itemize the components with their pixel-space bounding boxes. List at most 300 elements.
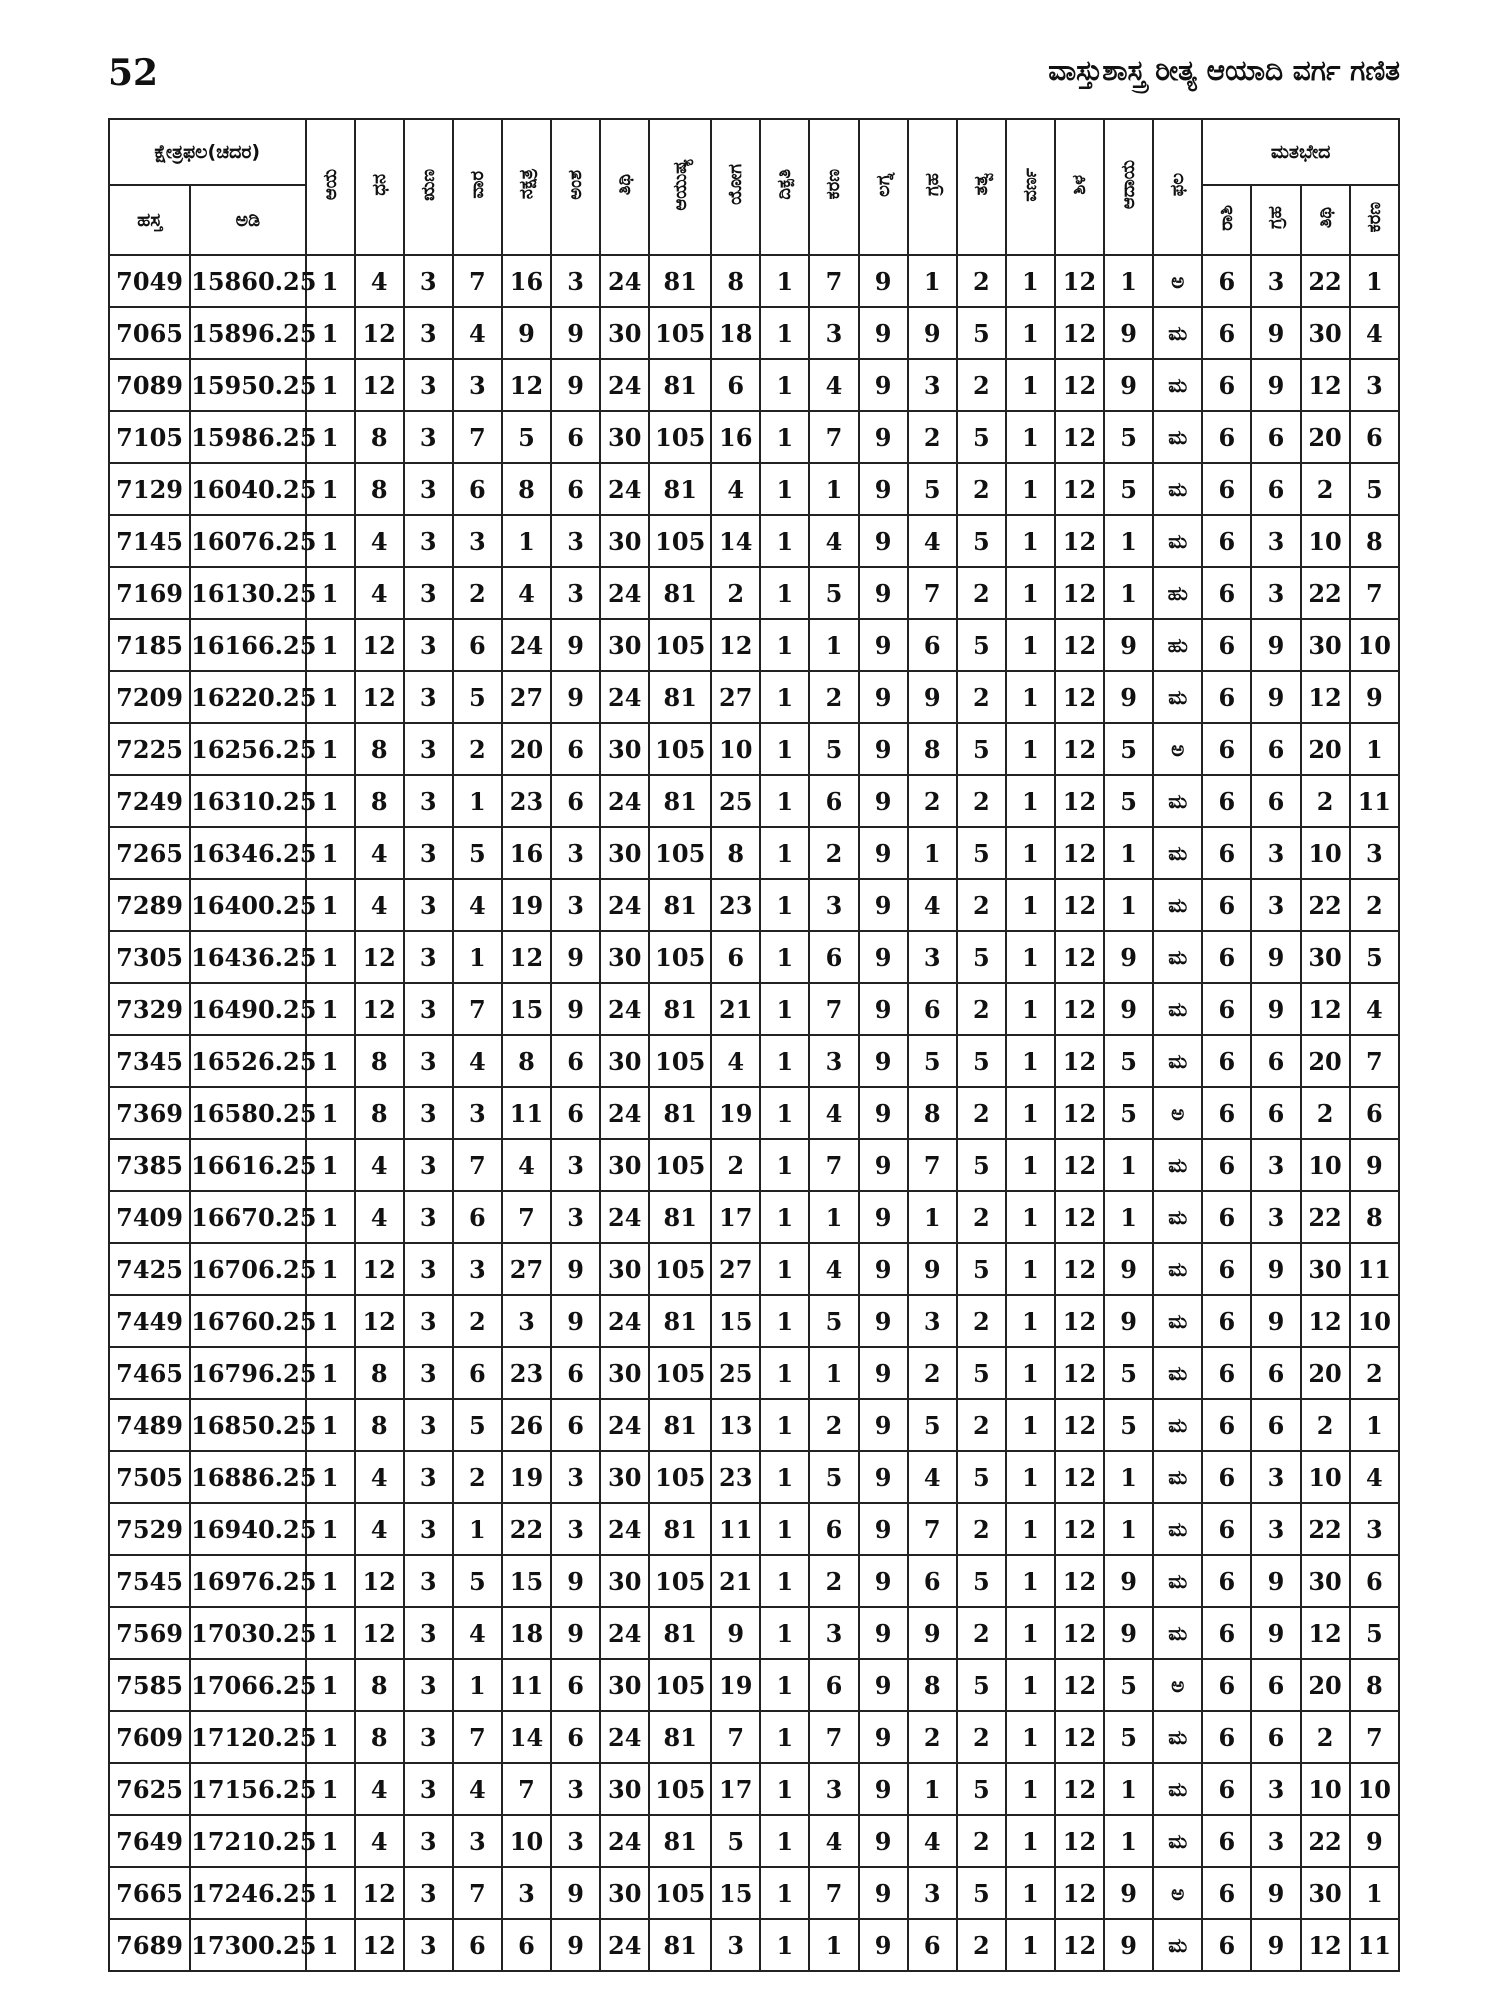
table-cell: 7 — [453, 983, 502, 1035]
table-cell: 7505 — [109, 1451, 190, 1503]
table-cell: 5 — [957, 619, 1006, 671]
table-cell: 18 — [502, 1607, 551, 1659]
table-cell: 2 — [1301, 1087, 1350, 1139]
table-cell: 105 — [649, 1035, 711, 1087]
table-cell: 6 — [1202, 775, 1251, 827]
table-cell: 12 — [1055, 1139, 1104, 1191]
table-row — [109, 1087, 1399, 1139]
table-cell: 18 — [711, 307, 760, 359]
table-cell: 9 — [551, 619, 600, 671]
table-cell: 2 — [711, 1139, 760, 1191]
table-cell: 1 — [306, 567, 355, 619]
table-cell: 12 — [1055, 827, 1104, 879]
table-cell: 16886.25 — [190, 1451, 305, 1503]
table-cell: 9 — [859, 671, 908, 723]
table-cell: 1 — [760, 1087, 809, 1139]
table-cell: 9 — [502, 307, 551, 359]
col-header-graha-2: ಗ್ರಹ — [1251, 185, 1300, 255]
table-cell: 1 — [1006, 879, 1055, 931]
col-header-tatva: ತತ್ವ — [957, 119, 1006, 255]
table-cell: 1 — [760, 1763, 809, 1815]
table-cell: 6 — [711, 359, 760, 411]
table-cell: 3 — [1251, 515, 1300, 567]
table-cell: 9 — [859, 619, 908, 671]
table-cell: 7369 — [109, 1087, 190, 1139]
table-cell: 7 — [908, 1503, 957, 1555]
table-cell: 19 — [502, 879, 551, 931]
table-cell: 8 — [355, 1659, 404, 1711]
table-cell: 2 — [957, 1503, 1006, 1555]
table-cell: 7345 — [109, 1035, 190, 1087]
table-cell: 30 — [600, 1555, 649, 1607]
table-cell: 4 — [355, 1815, 404, 1867]
table-cell: 5 — [957, 1451, 1006, 1503]
table-cell: 7665 — [109, 1867, 190, 1919]
table-cell: 4 — [355, 1451, 404, 1503]
table-cell: 30 — [600, 1243, 649, 1295]
table-cell: 2 — [453, 567, 502, 619]
table-cell: 81 — [649, 1711, 711, 1763]
col-header-nakshatra: ನಕ್ಷತ್ರ — [502, 119, 551, 255]
table-cell: 81 — [649, 255, 711, 307]
table-cell: 3 — [502, 1295, 551, 1347]
table-cell: 4 — [355, 1191, 404, 1243]
table-cell: 8 — [908, 1087, 957, 1139]
table-cell: 3 — [551, 255, 600, 307]
table-cell: 5 — [957, 1347, 1006, 1399]
table-cell: ಮ — [1153, 515, 1202, 567]
table-cell: 1 — [306, 1035, 355, 1087]
table-cell: 6 — [1251, 463, 1300, 515]
table-cell: 9 — [859, 1659, 908, 1711]
table-cell: 81 — [649, 671, 711, 723]
table-cell: 6 — [1202, 1919, 1251, 1971]
table-cell: 6 — [1202, 1243, 1251, 1295]
table-cell: 9 — [859, 931, 908, 983]
table-cell: 20 — [1301, 1035, 1350, 1087]
table-cell: 6 — [908, 619, 957, 671]
table-cell: 26 — [502, 1399, 551, 1451]
table-cell: 9 — [1104, 359, 1153, 411]
table-cell: 14 — [502, 1711, 551, 1763]
table-cell: 4 — [809, 1243, 858, 1295]
table-cell: ಅ — [1153, 723, 1202, 775]
table-cell: ಮ — [1153, 411, 1202, 463]
table-cell: 7385 — [109, 1139, 190, 1191]
table-cell: 2 — [957, 983, 1006, 1035]
table-cell: 8 — [355, 723, 404, 775]
table-cell: 12 — [355, 1555, 404, 1607]
table-cell: 3 — [551, 515, 600, 567]
table-cell: 17300.25 — [190, 1919, 305, 1971]
table-cell: 105 — [649, 1243, 711, 1295]
table-cell: 19 — [711, 1087, 760, 1139]
table-cell: 5 — [711, 1815, 760, 1867]
table-cell: 12 — [1055, 1035, 1104, 1087]
table-cell: 6 — [551, 723, 600, 775]
table-cell: 16310.25 — [190, 775, 305, 827]
table-cell: 19 — [711, 1659, 760, 1711]
col-header-lagna: ಲಗ್ನ — [859, 119, 908, 255]
table-cell: 16076.25 — [190, 515, 305, 567]
table-row — [109, 1815, 1399, 1867]
table-cell: 9 — [551, 307, 600, 359]
table-cell: 5 — [1104, 1659, 1153, 1711]
table-cell: 1 — [1006, 671, 1055, 723]
table-cell: 9 — [1251, 1919, 1300, 1971]
table-cell: 6 — [1202, 1815, 1251, 1867]
col-header-hasta: ಹಸ್ತ — [109, 185, 190, 255]
table-cell: 16346.25 — [190, 827, 305, 879]
table-cell: 17066.25 — [190, 1659, 305, 1711]
table-cell: 27 — [711, 1243, 760, 1295]
table-cell: 7 — [1350, 1035, 1399, 1087]
table-cell: 1 — [1006, 1087, 1055, 1139]
table-row — [109, 619, 1399, 671]
table-cell: 7 — [502, 1191, 551, 1243]
table-cell: 1 — [306, 671, 355, 723]
table-cell: ಮ — [1153, 983, 1202, 1035]
table-cell: 6 — [1202, 1399, 1251, 1451]
page-number: 52 — [108, 52, 159, 94]
table-cell: 4 — [453, 1035, 502, 1087]
table-cell: 10 — [1350, 1763, 1399, 1815]
table-cell: 9 — [859, 1867, 908, 1919]
table-cell: 1 — [760, 411, 809, 463]
table-cell: 8 — [1350, 1659, 1399, 1711]
table-cell: 1 — [306, 723, 355, 775]
table-cell: 4 — [908, 1815, 957, 1867]
col-header-dikpati: ದಿಕ್ಪತಿ — [760, 119, 809, 255]
table-cell: 30 — [600, 411, 649, 463]
table-cell: 105 — [649, 307, 711, 359]
table-cell: 7 — [453, 255, 502, 307]
table-cell: 1 — [1006, 1139, 1055, 1191]
table-cell: 81 — [649, 1503, 711, 1555]
area-group-header: ಕ್ಷೇತ್ರಫಲ(ಚದರ) — [109, 119, 306, 185]
table-row — [109, 775, 1399, 827]
table-cell: 1 — [1006, 307, 1055, 359]
table-cell: 7465 — [109, 1347, 190, 1399]
table-cell: 9 — [859, 1191, 908, 1243]
table-cell: 7 — [809, 983, 858, 1035]
table-cell: 24 — [600, 671, 649, 723]
table-cell: 7425 — [109, 1243, 190, 1295]
table-cell: 7 — [711, 1711, 760, 1763]
table-cell: 6 — [1202, 931, 1251, 983]
table-cell: 6 — [1251, 1087, 1300, 1139]
table-cell: 7305 — [109, 931, 190, 983]
table-row — [109, 723, 1399, 775]
table-cell: 3 — [809, 1607, 858, 1659]
table-cell: 15950.25 — [190, 359, 305, 411]
table-cell: 12 — [1055, 1399, 1104, 1451]
table-cell: 5 — [453, 1555, 502, 1607]
table-cell: 7265 — [109, 827, 190, 879]
table-cell: 9 — [859, 1347, 908, 1399]
table-cell: 6 — [1202, 1659, 1251, 1711]
table-cell: 1 — [502, 515, 551, 567]
table-cell: 3 — [404, 1555, 453, 1607]
table-cell: 6 — [551, 411, 600, 463]
table-cell: 4 — [355, 515, 404, 567]
table-cell: 3 — [1251, 255, 1300, 307]
table-cell: 16166.25 — [190, 619, 305, 671]
table-cell: 1 — [760, 1035, 809, 1087]
table-cell: 27 — [502, 671, 551, 723]
table-cell: 3 — [404, 255, 453, 307]
table-cell: 1 — [1006, 827, 1055, 879]
table-cell: 81 — [649, 1607, 711, 1659]
table-row — [109, 1659, 1399, 1711]
col-header-phala: ಫಲ — [1153, 119, 1202, 255]
table-cell: 24 — [600, 983, 649, 1035]
table-cell: 30 — [600, 1763, 649, 1815]
table-cell: 5 — [957, 307, 1006, 359]
table-cell: 30 — [600, 1035, 649, 1087]
table-cell: 5 — [908, 1035, 957, 1087]
table-cell: ಮ — [1153, 1035, 1202, 1087]
table-cell: 16436.25 — [190, 931, 305, 983]
table-row — [109, 515, 1399, 567]
table-cell: 11 — [1350, 1243, 1399, 1295]
table-cell: 4 — [809, 515, 858, 567]
table-cell: 16850.25 — [190, 1399, 305, 1451]
table-cell: 30 — [600, 723, 649, 775]
table-cell: 15 — [502, 983, 551, 1035]
table-cell: 6 — [1251, 411, 1300, 463]
col-header-runa: ಋಣ — [404, 119, 453, 255]
table-cell: 9 — [859, 1451, 908, 1503]
table-cell: 1 — [453, 1503, 502, 1555]
table-cell: 30 — [1301, 931, 1350, 983]
table-cell: 6 — [453, 1191, 502, 1243]
table-cell: 8 — [711, 827, 760, 879]
table-cell: 8 — [355, 463, 404, 515]
table-cell: 9 — [1251, 1243, 1300, 1295]
table-cell: 3 — [404, 1711, 453, 1763]
table-cell: 9 — [859, 463, 908, 515]
table-cell: 2 — [1350, 1347, 1399, 1399]
table-cell: 5 — [1104, 1347, 1153, 1399]
table-cell: 6 — [1202, 1867, 1251, 1919]
table-cell: 11 — [1350, 775, 1399, 827]
table-cell: 81 — [649, 879, 711, 931]
table-cell: 81 — [649, 1815, 711, 1867]
table-cell: 1 — [306, 1139, 355, 1191]
table-cell: 7 — [453, 1711, 502, 1763]
table-cell: 1 — [306, 515, 355, 567]
table-cell: 8 — [711, 255, 760, 307]
table-cell: 7529 — [109, 1503, 190, 1555]
table-cell: 3 — [809, 307, 858, 359]
table-cell: 1 — [760, 1243, 809, 1295]
table-cell: 3 — [404, 1035, 453, 1087]
table-cell: 5 — [1104, 1087, 1153, 1139]
table-cell: 1 — [1006, 1503, 1055, 1555]
table-cell: 9 — [1251, 359, 1300, 411]
table-cell: 6 — [551, 1711, 600, 1763]
table-cell: 12 — [1055, 411, 1104, 463]
table-cell: 6 — [551, 1035, 600, 1087]
table-cell: 6 — [1202, 983, 1251, 1035]
table-cell: ಮ — [1153, 1919, 1202, 1971]
table-cell: ಮ — [1153, 775, 1202, 827]
table-header — [109, 119, 1399, 255]
table-cell: 7 — [502, 1763, 551, 1815]
table-cell: 2 — [957, 255, 1006, 307]
table-cell: 3 — [1251, 567, 1300, 619]
table-cell: 7209 — [109, 671, 190, 723]
table-cell: 2 — [1301, 775, 1350, 827]
table-cell: 17210.25 — [190, 1815, 305, 1867]
table-cell: 2 — [957, 671, 1006, 723]
table-row — [109, 879, 1399, 931]
table-cell: 6 — [1202, 411, 1251, 463]
table-cell: 14 — [711, 515, 760, 567]
table-cell: 6 — [1202, 1035, 1251, 1087]
table-cell: 6 — [1202, 619, 1251, 671]
table-cell: 2 — [957, 1191, 1006, 1243]
table-cell: 5 — [1104, 723, 1153, 775]
table-cell: 9 — [859, 1399, 908, 1451]
table-cell: 105 — [649, 619, 711, 671]
table-cell: 7 — [453, 1139, 502, 1191]
table-cell: 5 — [957, 1555, 1006, 1607]
table-cell: 9 — [1104, 1919, 1153, 1971]
table-cell: 2 — [957, 1607, 1006, 1659]
table-cell: 3 — [404, 619, 453, 671]
table-cell: 105 — [649, 411, 711, 463]
table-cell: 9 — [859, 1763, 908, 1815]
table-cell: 105 — [649, 1659, 711, 1711]
table-cell: ಮ — [1153, 1347, 1202, 1399]
table-cell: 15 — [711, 1867, 760, 1919]
table-cell: 1 — [1006, 983, 1055, 1035]
table-cell: 5 — [1104, 411, 1153, 463]
table-cell: 9 — [551, 1867, 600, 1919]
table-cell: 24 — [600, 1191, 649, 1243]
table-cell: 12 — [1055, 1347, 1104, 1399]
table-cell: 1 — [1006, 463, 1055, 515]
table-cell: 9 — [1350, 1815, 1399, 1867]
table-cell: 12 — [1055, 619, 1104, 671]
table-cell: 3 — [404, 567, 453, 619]
table-cell: 30 — [600, 1659, 649, 1711]
table-cell: 4 — [355, 1503, 404, 1555]
table-cell: 6 — [809, 1503, 858, 1555]
table-cell: 9 — [711, 1607, 760, 1659]
table-cell: 3 — [551, 1139, 600, 1191]
table-cell: 1 — [306, 1919, 355, 1971]
col-header-graha: ಗ್ರಹ — [908, 119, 957, 255]
table-cell: 6 — [1202, 255, 1251, 307]
table-cell: 1 — [809, 619, 858, 671]
table-cell: 1 — [306, 1243, 355, 1295]
table-cell: 6 — [1350, 1555, 1399, 1607]
table-cell: ಅ — [1153, 1659, 1202, 1711]
table-cell: 12 — [355, 1867, 404, 1919]
table-cell: 1 — [306, 1659, 355, 1711]
table-cell: 3 — [502, 1867, 551, 1919]
table-cell: 3 — [453, 359, 502, 411]
table-cell: 9 — [1251, 983, 1300, 1035]
table-cell: 7449 — [109, 1295, 190, 1347]
table-cell: 16706.25 — [190, 1243, 305, 1295]
table-cell: 6 — [551, 1347, 600, 1399]
table-cell: 1 — [1006, 1711, 1055, 1763]
table-cell: ಅ — [1153, 1867, 1202, 1919]
table-cell: 3 — [908, 359, 957, 411]
table-cell: ಮ — [1153, 1711, 1202, 1763]
table-cell: 105 — [649, 1347, 711, 1399]
table-cell: 3 — [809, 879, 858, 931]
table-cell: 12 — [355, 619, 404, 671]
table-cell: 30 — [1301, 1243, 1350, 1295]
table-cell: 3 — [1251, 879, 1300, 931]
table-cell: 9 — [1104, 1295, 1153, 1347]
table-cell: 9 — [859, 515, 908, 567]
running-head: ವಾಸ್ತುಶಾಸ್ತ್ರ ರೀತ್ಯ ಆಯಾದಿ ವರ್ಗ ಗಣಿತ — [1048, 54, 1400, 87]
table-cell: 7065 — [109, 307, 190, 359]
table-cell: 6 — [908, 1555, 957, 1607]
table-cell: 7 — [809, 411, 858, 463]
table-cell: 1 — [1104, 567, 1153, 619]
table-cell: 12 — [1055, 1763, 1104, 1815]
table-cell: 1 — [760, 567, 809, 619]
table-cell: 4 — [908, 879, 957, 931]
table-row — [109, 1711, 1399, 1763]
header-row-1 — [109, 119, 1399, 185]
table-cell: 81 — [649, 983, 711, 1035]
table-cell: 9 — [1104, 307, 1153, 359]
table-cell: 12 — [1055, 515, 1104, 567]
table-cell: 20 — [1301, 723, 1350, 775]
table-cell: 13 — [711, 1399, 760, 1451]
table-cell: 2 — [1350, 879, 1399, 931]
table-cell: 6 — [1202, 1087, 1251, 1139]
table-cell: 1 — [1006, 255, 1055, 307]
table-cell: 5 — [453, 1399, 502, 1451]
table-cell: 6 — [1202, 879, 1251, 931]
table-row — [109, 1607, 1399, 1659]
table-cell: 2 — [957, 775, 1006, 827]
table-cell: 9 — [859, 983, 908, 1035]
table-cell: 1 — [1350, 255, 1399, 307]
table-cell: 7689 — [109, 1919, 190, 1971]
table-cell: 1 — [306, 1295, 355, 1347]
table-cell: 1 — [1006, 1555, 1055, 1607]
table-cell: 3 — [551, 567, 600, 619]
table-cell: 1 — [306, 307, 355, 359]
table-cell: 1 — [760, 1607, 809, 1659]
table-cell: 7 — [453, 1867, 502, 1919]
table-cell: 16796.25 — [190, 1347, 305, 1399]
table-cell: 1 — [306, 879, 355, 931]
table-cell: 3 — [551, 1763, 600, 1815]
table-cell: 9 — [1251, 671, 1300, 723]
table-cell: 1 — [760, 723, 809, 775]
table-cell: 21 — [711, 1555, 760, 1607]
table-cell: 9 — [551, 931, 600, 983]
table-cell: 12 — [1055, 1503, 1104, 1555]
table-cell: 1 — [1006, 1607, 1055, 1659]
table-cell: 16616.25 — [190, 1139, 305, 1191]
table-cell: 12 — [1055, 1451, 1104, 1503]
table-cell: 3 — [404, 1191, 453, 1243]
table-cell: 105 — [649, 1451, 711, 1503]
table-cell: 5 — [809, 567, 858, 619]
